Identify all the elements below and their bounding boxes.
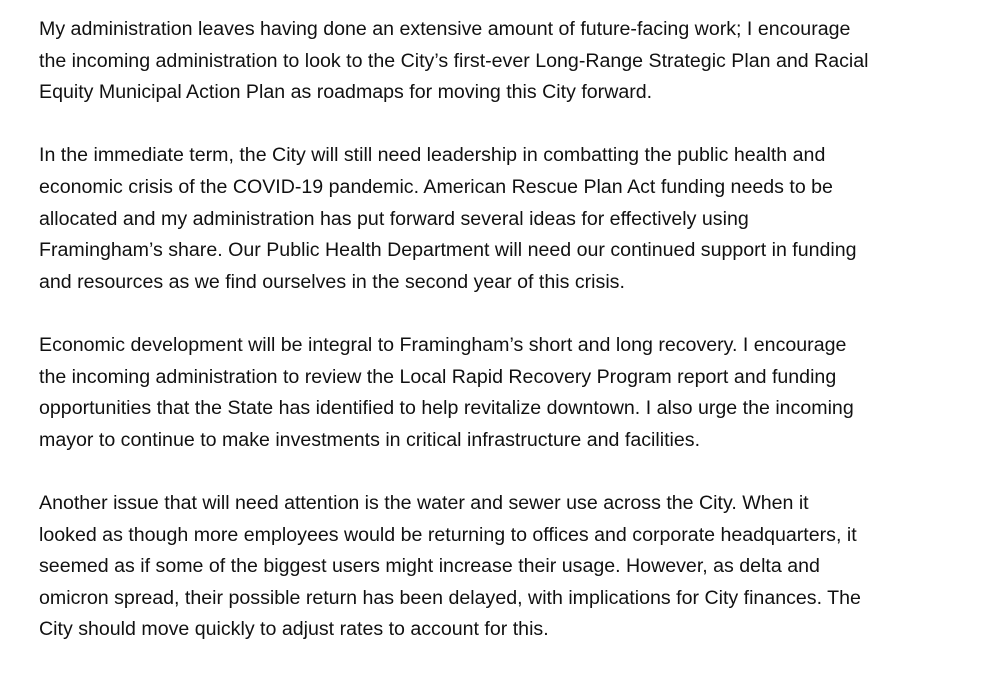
document-body: [39, 14, 999, 677]
text-line: Another issue that will need attention is the water and sewer use across the City. When it: [39, 491, 809, 514]
text-line: Equity Municipal Action Plan as roadmaps for moving this City forward.: [39, 81, 653, 104]
paragraph-covid-response: [39, 140, 999, 298]
paragraph-water-sewer: [39, 488, 999, 646]
text-line: In the immediate term, the City will still need leadership in combatting the public health and: [39, 144, 826, 167]
text-line: mayor to continue to make investments in critical infrastructure and facilities.: [39, 428, 701, 451]
text-line: My administration leaves having done an extensive amount of future-facing work; I encourage: [39, 18, 851, 40]
text-line: the incoming administration to look to the City’s first-ever Long-Range Strategic Plan and Racial: [39, 49, 869, 72]
text-line: economic crisis of the COVID-19 pandemic. American Rescue Plan Act funding needs to be: [39, 175, 833, 198]
paragraph-economic-development: [39, 330, 999, 456]
text-line: the incoming administration to review the Local Rapid Recovery Program report and funding: [39, 365, 837, 388]
text-line: opportunities that the State has identified to help revitalize downtown. I also urge the incoming: [39, 397, 854, 420]
text-line: Economic development will be integral to Framingham’s short and long recovery. I encourage: [39, 333, 847, 356]
text-line: omicron spread, their possible return has been delayed, with implications for City finances. The: [39, 586, 861, 609]
text-line: seemed as if some of the biggest users might increase their usage. However, as delta and: [39, 555, 820, 578]
text-line: looked as though more employees would be returning to offices and corporate headquarters, it: [39, 523, 857, 546]
text-line: allocated and my administration has put forward several ideas for effectively using: [39, 207, 749, 230]
text-line: and resources as we find ourselves in the second year of this crisis.: [39, 270, 625, 293]
paragraph-future-facing-work: [39, 14, 999, 109]
text-line: City should move quickly to adjust rates to account for this.: [39, 618, 549, 641]
text-line: Framingham’s share. Our Public Health Department will need our continued support in funding: [39, 239, 857, 262]
